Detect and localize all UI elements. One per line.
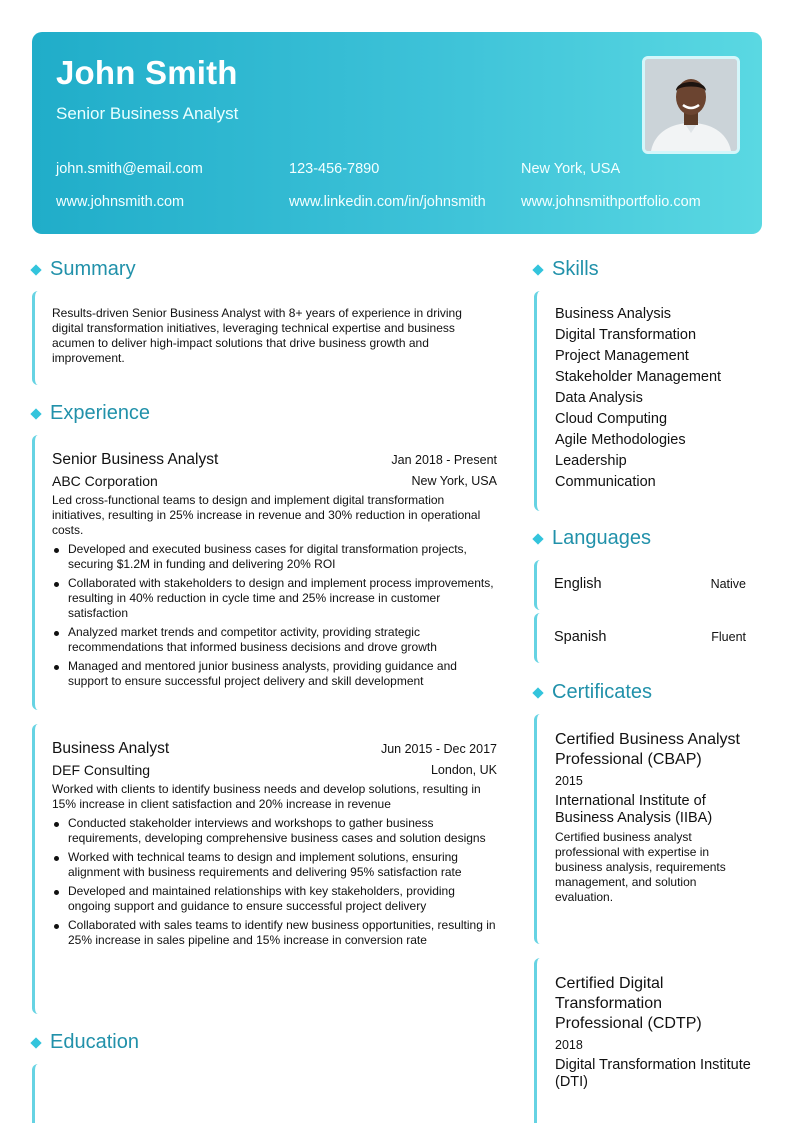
job-dates: Jun 2015 - Dec 2017 [380, 742, 497, 756]
achievement-item: Collaborated with stakeholders to design and implement process improvements, resulting in 40% reduction in cycle time and 25% increase in customer satisfaction [52, 576, 497, 621]
achievement-item: Analyzed market trends and competitor activity, providing strategic recommendations that informed business decisions and drove growth [52, 625, 497, 655]
language-row [554, 576, 746, 592]
job-location: London, UK [430, 763, 497, 777]
resume-header [32, 32, 762, 234]
job-description: Led cross-functional teams to design and implement digital transformation initiatives, resulting in 25% increase in revenue and 30% reduction in operational costs. [52, 493, 481, 537]
summary-heading-text: Summary [50, 258, 136, 280]
skill-item: Business Analysis [555, 306, 672, 322]
diamond-bullet-icon [532, 264, 543, 275]
contact-location: New York, USA [521, 161, 621, 177]
diamond-bullet-icon [30, 408, 41, 419]
job-description: Worked with clients to identify business needs and develop solutions, resulting in 15% increase in client satisfaction and 20% increase in revenue [52, 782, 481, 811]
skills-heading-text: Skills [552, 258, 599, 280]
job-title: Business Analyst [52, 740, 170, 757]
skills-heading [532, 258, 599, 281]
contact-email[interactable]: john.smith@email.com [56, 161, 203, 177]
achievement-item: Developed and maintained relationships with key stakeholders, providing ongoing support and guidance to ensure successful project delivery [52, 884, 497, 914]
education-heading [30, 1031, 139, 1054]
certificate-name: Certified Business Analyst Professional (CBAP) [555, 731, 740, 768]
certificate-description: Certified business analyst professional with expertise in business analysis, requirements management, and solution evaluation. [555, 830, 726, 904]
achievement-item: Collaborated with sales teams to identify new business opportunities, resulting in 25% increase in sales pipeline and 15% increase in conversion rate [52, 918, 497, 948]
experience-heading [30, 402, 150, 425]
experience-heading-text: Experience [50, 402, 151, 424]
candidate-name: John Smith [56, 54, 238, 91]
experience-item [32, 724, 499, 1014]
skills-list [555, 304, 721, 493]
skill-item: Project Management [555, 348, 689, 364]
job-title: Senior Business Analyst [52, 451, 219, 468]
certificate-year: 2018 [555, 1038, 583, 1052]
profile-photo [642, 56, 740, 154]
skill-item: Agile Methodologies [555, 432, 686, 448]
job-dates: Jan 2018 - Present [391, 453, 497, 467]
job-achievements [52, 542, 497, 689]
diamond-bullet-icon [532, 687, 543, 698]
language-name: Spanish [554, 629, 607, 645]
certificates-heading-text: Certificates [552, 681, 653, 703]
diamond-bullet-icon [532, 533, 543, 544]
certificates-heading [532, 681, 652, 704]
skill-item: Communication [555, 474, 656, 490]
certificate-year: 2015 [555, 774, 583, 788]
summary-heading [30, 258, 136, 281]
skill-item: Leadership [555, 453, 627, 469]
certificate-issuer: International Institute of Business Analysis (IIBA) [555, 793, 713, 826]
candidate-title: Senior Business Analyst [56, 104, 239, 123]
contact-phone: 123-456-7890 [289, 161, 380, 177]
summary-text: Results-driven Senior Business Analyst with 8+ years of experience in driving digital transformation initiatives, leveraging technical expertise and business acumen to deliver high-impact solutions that drive business growth and improvement. [52, 306, 462, 365]
certificate-name: Certified Digital Transformation Professional (CDTP) [555, 975, 702, 1032]
skill-item: Stakeholder Management [555, 369, 722, 385]
contact-portfolio[interactable]: www.johnsmithportfolio.com [521, 194, 701, 210]
contact-linkedin[interactable]: www.linkedin.com/in/johnsmith [289, 194, 486, 210]
skill-item: Digital Transformation [555, 327, 697, 343]
job-company: ABC Corporation [52, 473, 158, 489]
skill-item: Data Analysis [555, 390, 643, 406]
language-row [554, 629, 746, 645]
skills-block [534, 291, 765, 511]
languages-heading-text: Languages [552, 527, 651, 549]
certificate-item [534, 714, 765, 944]
profile-photo-image [645, 59, 737, 151]
certificate-issuer: Digital Transformation Institute (DTI) [555, 1057, 751, 1090]
education-heading-text: Education [50, 1031, 139, 1053]
experience-item [32, 435, 499, 710]
achievement-item: Conducted stakeholder interviews and workshops to gather business requirements, developing comprehensive business cases and solution designs [52, 816, 497, 846]
languages-heading [532, 527, 651, 550]
diamond-bullet-icon [30, 1037, 41, 1048]
certificate-item [534, 958, 765, 1123]
education-block [32, 1064, 499, 1123]
language-level: Fluent [711, 630, 746, 644]
achievement-item: Developed and executed business cases for digital transformation projects, securing $1.2M in funding and delivering 20% ROI [52, 542, 497, 572]
language-name: English [554, 576, 602, 592]
job-achievements [52, 816, 497, 948]
job-company: DEF Consulting [52, 762, 151, 778]
achievement-item: Worked with technical teams to design and implement solutions, ensuring alignment with business requirements and delivering 95% satisfaction rate [52, 850, 497, 880]
contact-website[interactable]: www.johnsmith.com [56, 194, 185, 210]
diamond-bullet-icon [30, 264, 41, 275]
job-location: New York, USA [411, 474, 497, 488]
achievement-item: Managed and mentored junior business analysts, providing guidance and support to ensure successful project delivery and skill development [52, 659, 497, 689]
language-level: Native [710, 577, 746, 591]
summary-block [32, 291, 499, 385]
skill-item: Cloud Computing [555, 411, 668, 427]
